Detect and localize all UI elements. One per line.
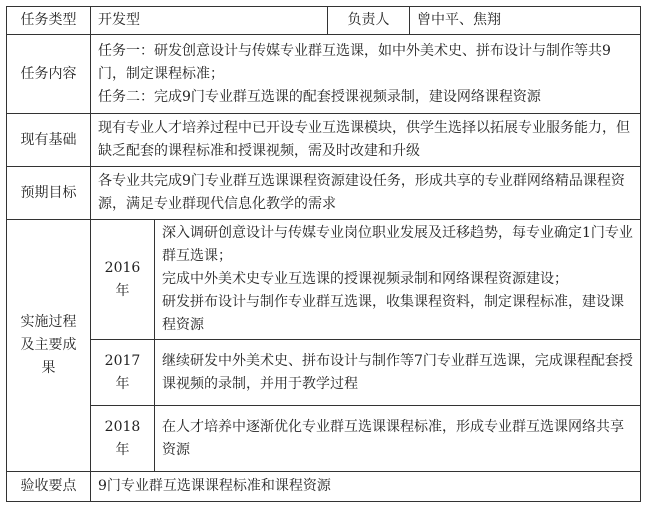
year-2016: 2016 年 [91,220,155,340]
basis-label: 现有基础 [7,114,91,167]
row-acceptance [7,472,641,502]
year-2017-content [155,340,641,406]
task-type-value: 开发型 [91,7,328,35]
row-process-2016 [7,220,641,340]
owner-value: 曾中平、焦翔 [410,7,641,35]
acceptance-label: 验收要点 [7,472,91,502]
task-table [6,6,641,502]
row-basis [7,114,641,167]
row-process-2017 [7,340,641,406]
year-2018-line-1: 在人才培养中逐渐优化专业群互选课课程标准，形成专业群互选课网络共享资源 [162,418,624,458]
year-2017-line-1: 继续研发中外美术史、拼布设计与制作等7门专业群互选课，完成课程配套授课视频的录制，并用于教学过程 [162,352,633,392]
year-2016-line-3: 研发拼布设计与制作专业群互选课，收集课程资料，制定课程标准，建设课程资源 [162,294,624,333]
content-label: 任务内容 [7,35,91,114]
goal-label: 预期目标 [7,167,91,220]
content-line-2: 任务二：完成9门专业群互选课的配套授课视频录制，建设网络课程资源 [98,88,541,105]
basis-text: 现有专业人才培养过程中已开设专业互选课模块，供学生选择以拓展专业服务能力，但缺乏配套的课程标准和授课视频，需及时改建和升级 [91,114,641,167]
year-2018: 2018 年 [91,406,155,472]
year-2016-line-1: 深入调研创意设计与传媒专业岗位职业发展及迁移趋势，每专业确定1门专业群互选课； [162,225,633,264]
year-2016-line-2: 完成中外美术史专业互选课的授课视频录制和网络课程资源建设； [162,271,568,287]
process-label: 实施过程及主要成果 [7,220,91,472]
task-type-label: 任务类型 [7,7,91,35]
year-2018-content [155,406,641,472]
row-goal [7,167,641,220]
content-cell [91,35,641,114]
row-task-content [7,35,641,114]
content-line-1: 任务一：研发创意设计与传媒专业群互选课，如中外美术史、拼布设计与制作等共9门，制定课程标准； [98,42,611,82]
row-task-type [7,7,641,35]
owner-label: 负责人 [328,7,410,35]
year-2016-content [155,220,641,340]
year-2017: 2017 年 [91,340,155,406]
row-process-2018 [7,406,641,472]
acceptance-text: 9门专业群互选课课程标准和课程资源 [91,472,641,502]
goal-text: 各专业共完成9门专业群互选课课程资源建设任务，形成共享的专业群网络精品课程资源，满足专业群现代信息化教学的需求 [91,167,641,220]
